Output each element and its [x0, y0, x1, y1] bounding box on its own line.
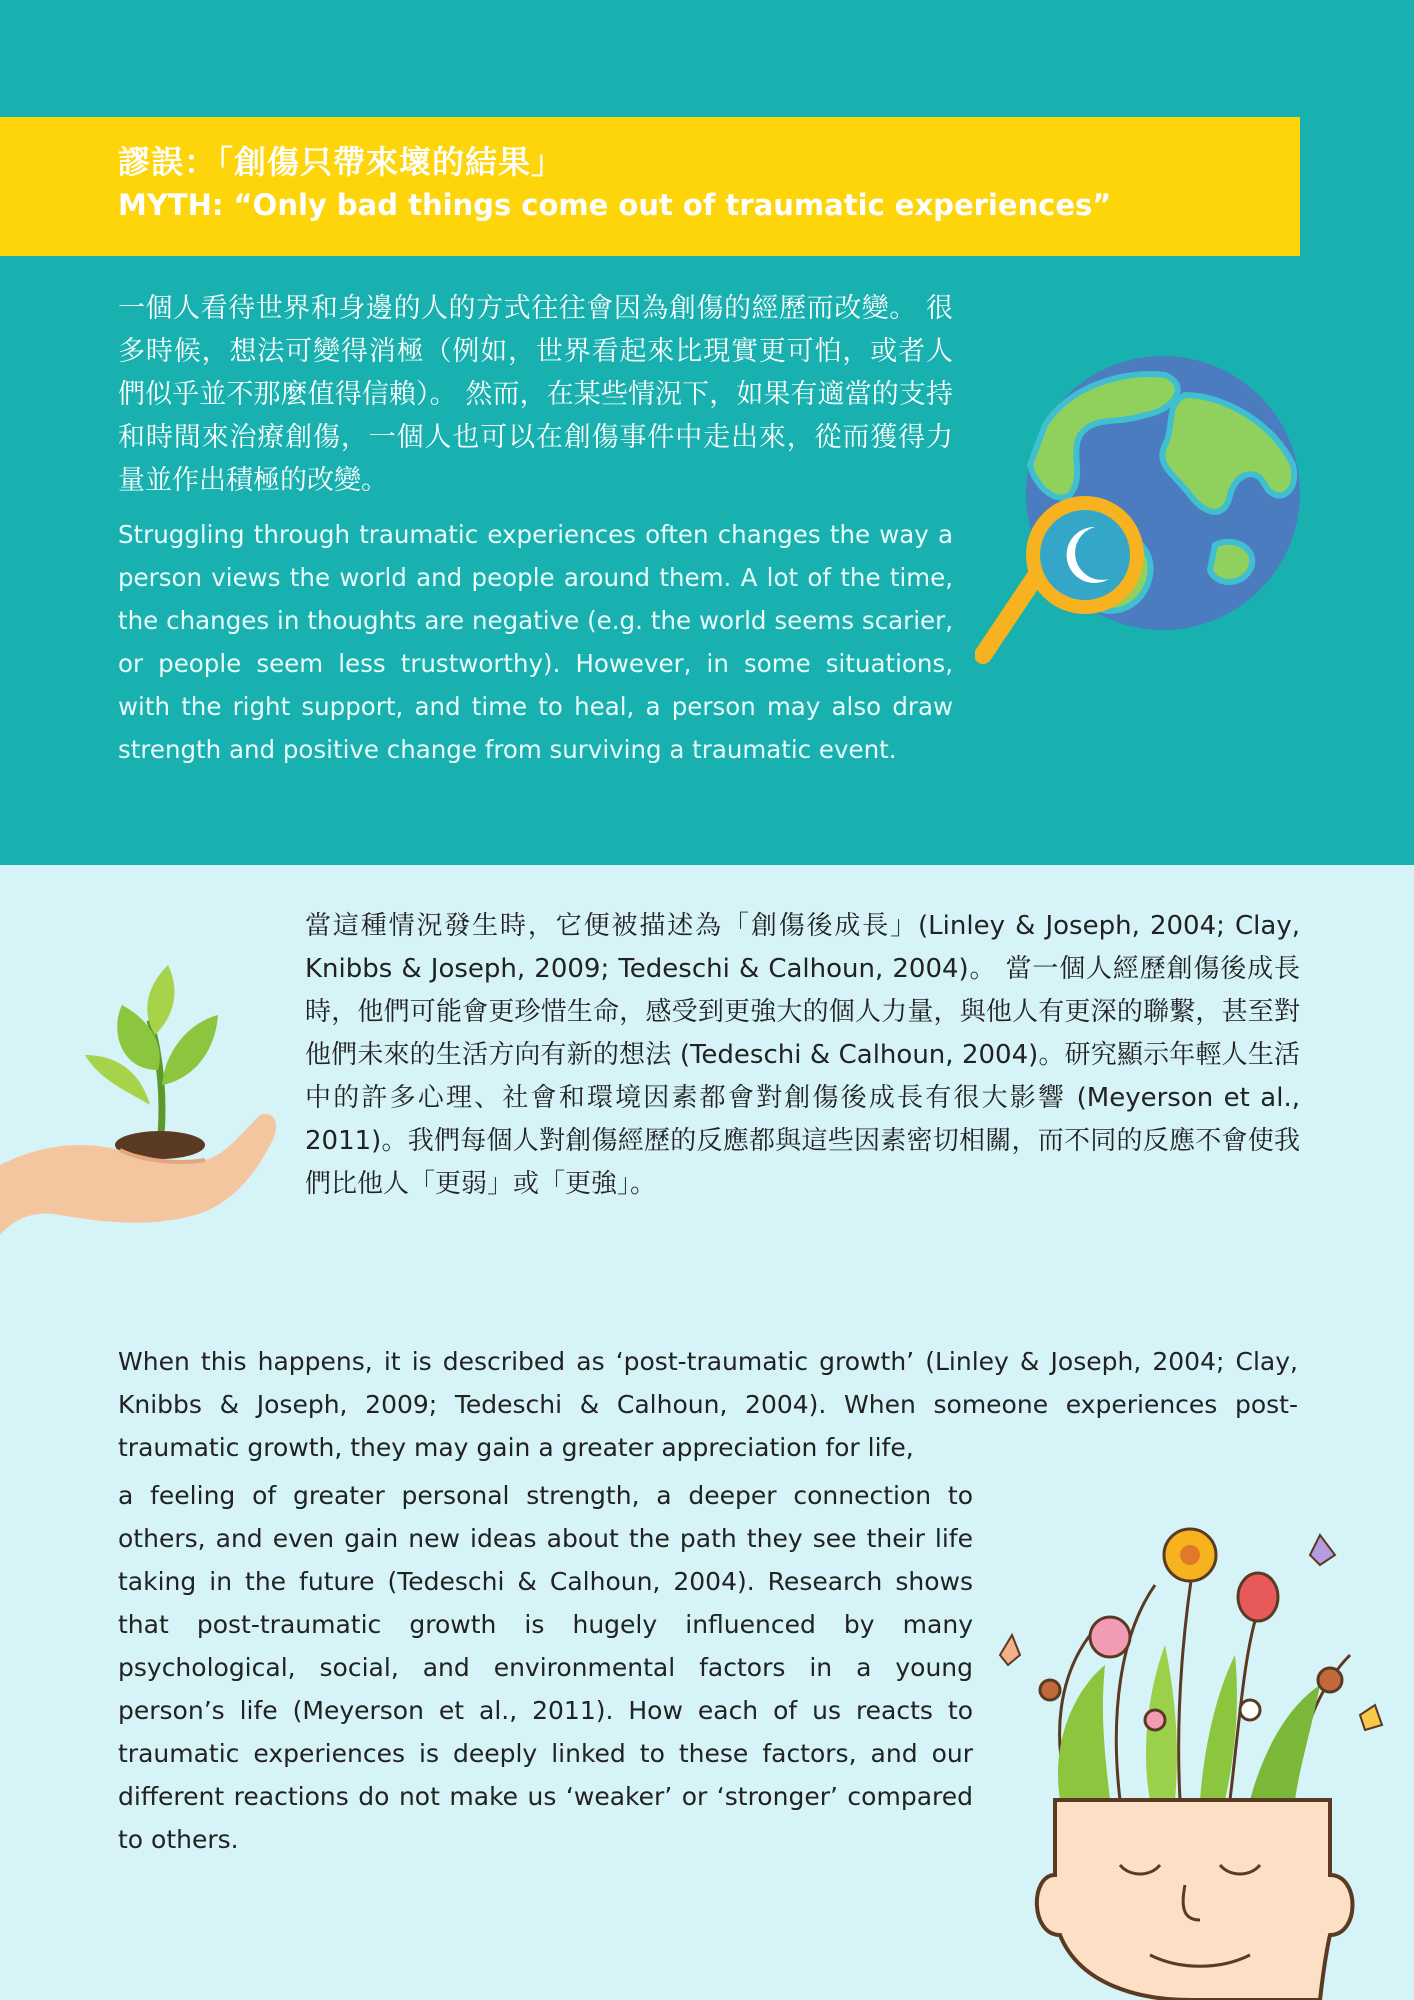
intro-paragraph-en: Struggling through traumatic experiences often changes the way a person views the world and people around them. A lot of the time, the changes in thoughts are negative (e.g. the world seems scarier, or people seem less trustworthy). However, in some situations, with the right support, and time to heal, a person may also draw strength and positive change from surviving a traumatic event.: [118, 520, 953, 764]
flower-head-icon: [990, 1515, 1390, 2000]
growth-paragraph-en-part2: a feeling of greater personal strength, a deeper connection to others, and even gain new ideas about the path they see their life taking in the future (Tedeschi & Calhoun, 2004). Research shows that post-traumatic growth is hugely influenced by many psychological, social, and environmental factors in a young person’s life (Meyerson et al., 2011). How each of us reacts to traumatic experiences is deeply linked to these factors, and our different reactions do not make us ‘weaker’ or ‘stronger’ compared to others.: [118, 1481, 973, 1854]
growth-paragraph-en-part1: When this happens, it is described as ‘post-traumatic growth’ (Linley & Joseph, 2004; Clay, Knibbs & Joseph, 2009; Tedeschi & Calhoun, 2004). When someone experiences post-traumatic growth, they may gain a greater appreciation for life,: [118, 1347, 1298, 1462]
intro-paragraph-zh: 一個人看待世界和身邊的人的方式往往會因為創傷的經歷而改變。 很多時候，想法可變得消極（例如，世界看起來比現實更可怕，或者人們似乎並不那麼值得信賴）。 然而，在某些情況下，如果有適當的支持和時間來治療創傷，一個人也可以在創傷事件中走出來，從而獲得力量並作出積極的改變。: [118, 293, 953, 496]
seedling-hand-icon: [0, 960, 280, 1245]
myth-title-en: MYTH: “Only bad things come out of traumatic experiences”: [118, 188, 1112, 222]
myth-banner: [0, 117, 1300, 256]
myth-title-zh: 謬誤：「創傷只帶來壞的結果」: [118, 143, 565, 181]
globe-magnifier-icon: [975, 355, 1305, 670]
growth-paragraph-zh: 當這種情況發生時，它便被描述為「創傷後成長」(Linley & Joseph, 2004; Clay, Knibbs & Joseph, 2009; Tedeschi & Calhoun, 2004)。 當一個人經歷創傷後成長時，他們可能會更珍惜生命，感受到更強大的個人力量，與他人有更深的聯繫，甚至對他們未來的生活方向有新的想法 (Tedeschi & Calhoun, 2004)。研究顯示年輕人生活中的許多心理、社會和環境因素都會對創傷後成長有很大影響 (Meyerson et al., 2011)。我們每個人對創傷經歷的反應都與這些因素密切相關，而不同的反應不會使我們比他人「更弱」或「更強」。: [305, 911, 1300, 1199]
